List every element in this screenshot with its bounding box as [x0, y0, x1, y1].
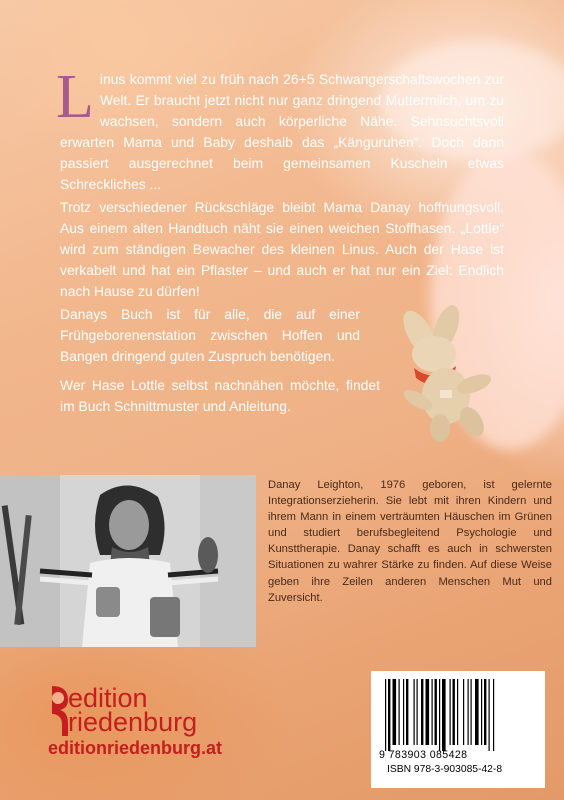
plush-bunny-image	[384, 304, 502, 444]
barcode-digits: 9 783903 085428	[379, 749, 468, 761]
blurb-paragraph-3-text: Danays Buch ist für alle, die auf einer Frühgeborenenstation zwischen Hoffen und Bangen dringend guten Zuspruch benötigen.	[60, 306, 360, 364]
barcode-bar	[417, 679, 418, 745]
isbn-number: ISBN 978-3-903085-42-8	[387, 764, 503, 775]
blurb-paragraph-4	[60, 375, 380, 417]
author-photo	[0, 475, 256, 647]
barcode-bar	[421, 679, 423, 745]
blurb-paragraph-2	[60, 197, 504, 302]
barcode-bar	[403, 679, 404, 745]
barcode-bar	[426, 679, 430, 745]
blurb-paragraph-1	[56, 63, 504, 195]
blurb-paragraph-4-text: Wer Hase Lottle selbst nachnähen möchte, findet im Buch Schnittmuster und Anleitung.	[60, 377, 380, 414]
barcode-bar	[442, 679, 446, 751]
barcode-bar	[489, 679, 490, 751]
blurb-paragraph-1-text: inus kommt viel zu früh nach 26+5 Schwangerschaftswochen zur Welt. Er braucht jetzt nicht nur ganz dringend Muttermilch, um zu wachsen, sondern auch körperliche Nähe. Sehnsuchtsvoll erwarten Mama und Baby deshalb das „Känguruhen“. Doch dann passiert ausgerechnet beim gemeinsamen Kuscheln etwas Schreckliches ...	[60, 71, 504, 192]
dropcap-letter: L	[56, 63, 94, 131]
barcode-bar	[471, 679, 472, 745]
publisher-url[interactable]: editionriedenburg.at	[48, 738, 223, 758]
publisher-logo[interactable]	[48, 684, 258, 764]
publisher-name-line1: edition	[68, 683, 148, 713]
barcode-bar	[435, 679, 437, 745]
barcode-bars	[385, 679, 535, 751]
barcode-bar	[406, 679, 408, 745]
author-bio: Danay Leighton, 1976 geboren, ist gelernte Integrationserzieherin. Sie lebt mit ihren Kindern und ihrem Mann in einem verträumten Häuschen im Grünen und studiert berufsbegleitend Psychologie und Kunsttherapie. Danay schafft es auch in schwersten Situationen zu wahrer Stärke zu finden. Auf diese Weise geben ihre Zeilen anderen Menschen Mut und Zuversicht.	[268, 479, 552, 604]
barcode-bar	[457, 679, 458, 745]
barcode-bar	[453, 679, 455, 745]
publisher-logo-mark	[48, 684, 70, 736]
barcode-bar	[439, 679, 440, 751]
barcode-bar	[481, 679, 482, 745]
barcode-bar	[463, 679, 464, 745]
barcode-bar	[484, 679, 486, 745]
barcode-bar	[450, 679, 451, 745]
isbn-barcode	[371, 671, 545, 788]
barcode-bar	[399, 679, 400, 745]
publisher-name-line2: riedenburg	[68, 707, 198, 737]
barcode-bar	[385, 679, 386, 751]
barcode-bar	[388, 679, 390, 751]
barcode-bar	[393, 679, 397, 745]
barcode-bar	[414, 679, 415, 745]
author-photo-graphic	[0, 475, 256, 647]
barcode-bar	[493, 679, 494, 751]
barcode-bar	[468, 679, 469, 745]
blurb-paragraph-2-text: Trotz verschiedener Rückschläge bleibt Mama Danay hoffnungsvoll. Aus einem alten Handtuch näht sie einen weichen Stoffhasen. „Lottle“ wird zum ständigen Bewacher des kleinen Linus. Auch der Hase ist verkabelt und hat ein Pflaster – und auch er hat nur ein Ziel: Endlich nach Hause zu dürfen!	[60, 199, 504, 299]
blurb-paragraph-3	[60, 304, 360, 367]
barcode-bar	[432, 679, 433, 745]
barcode-bar	[475, 679, 479, 745]
